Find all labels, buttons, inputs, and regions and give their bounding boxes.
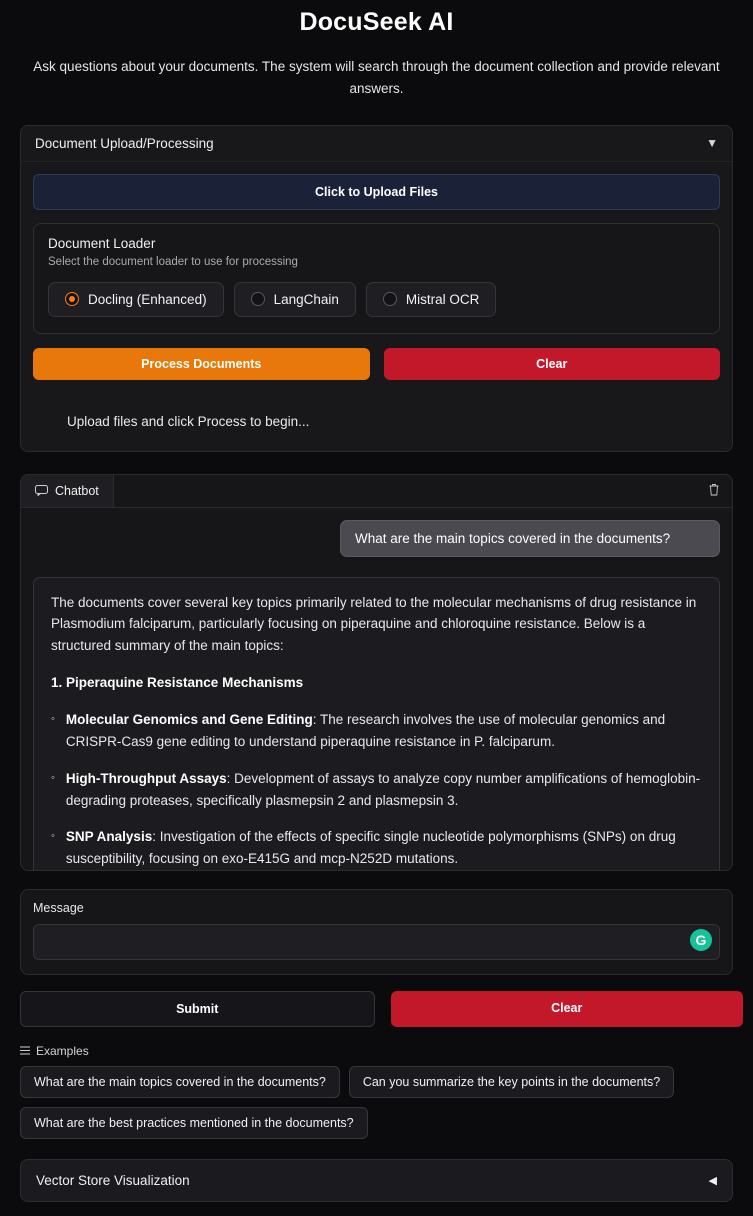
radio-icon-docling[interactable] [65,292,79,306]
vector-store-visualization-title: Vector Store Visualization [36,1172,190,1188]
document-loader-options [48,282,705,317]
bullet-term-3: SNP Analysis [65,829,153,845]
clear-chat-button[interactable]: Clear [391,991,744,1027]
radio-option-docling[interactable] [48,282,224,317]
assistant-bullet-2 [51,768,702,812]
examples-label[interactable] [20,1044,753,1058]
page-subtitle: Ask questions about your documents. The system will search through the document collection and provide relevant answers. [33,59,720,97]
message-input[interactable] [34,925,719,959]
example-chip-1[interactable]: What are the main topics covered in the documents? [20,1066,340,1098]
chevron-left-icon[interactable]: ◀ [708,1174,717,1187]
document-upload-panel-body [21,162,732,451]
upload-status-text: Upload files and click Process to begin... [67,413,310,429]
list-icon [20,1046,30,1055]
bullet-circle-icon: ◦ [51,712,55,725]
chat-message-user: What are the main topics covered in the documents? [340,520,720,557]
clear-upload-button[interactable]: Clear [384,348,721,380]
chat-action-row [20,991,743,1027]
bullet-text-1: : The research involves the use of molecular genomics and CRISPR-Cas9 gene editing to understand piperaquine resistance in P. falciparum. [65,711,666,749]
example-chip-list [20,1066,733,1139]
process-documents-button[interactable]: Process Documents [33,348,370,380]
grammarly-icon[interactable]: G [690,929,712,951]
assistant-bullet-1 [51,709,702,753]
tab-chatbot[interactable] [21,475,114,507]
bullet-term-1: Molecular Genomics and Gene Editing [65,711,313,727]
examples-label-text: Examples [36,1043,89,1058]
clear-chat-trash-icon[interactable] [696,476,732,506]
tab-chatbot-label: Chatbot [55,483,99,498]
upload-files-button[interactable]: Click to Upload Files [33,174,720,210]
radio-icon-langchain[interactable] [251,292,265,306]
assistant-bullet-3 [51,826,702,869]
page-title: DocuSeek AI [299,8,454,36]
upload-action-row [33,348,720,380]
assistant-section-heading: 1. Piperaquine Resistance Mechanisms [51,675,304,691]
example-chip-3[interactable]: What are the best practices mentioned in the documents? [20,1107,368,1139]
document-loader-group [33,223,720,334]
chevron-down-icon[interactable]: ▼ [706,136,718,151]
bullet-circle-icon: ◦ [51,771,55,784]
radio-option-langchain[interactable] [234,282,356,317]
bullet-circle-icon: ◦ [51,830,55,843]
document-loader-title: Document Loader [48,235,156,251]
radio-label-langchain: LangChain [273,291,339,307]
chat-message-assistant [33,577,720,870]
vector-store-visualization-panel[interactable] [20,1159,733,1202]
trash-icon [708,483,720,496]
message-input-wrapper[interactable] [33,924,720,960]
chat-message-list[interactable] [21,508,732,870]
document-upload-panel [20,125,733,452]
document-loader-description: Select the document loader to use for processing [48,255,298,268]
submit-button[interactable]: Submit [20,991,375,1027]
bullet-text-3: : Investigation of the effects of specific single nucleotide polymorphisms (SNPs) on drug susceptibility, focusing on exo-E415G and mcp-N252D mutations. [65,829,676,867]
radio-label-mistral-ocr: Mistral OCR [405,291,480,307]
document-upload-panel-title: Document Upload/Processing [35,135,214,151]
bullet-text-2: : Development of assays to analyze copy number amplifications of hemoglobin-degrading proteases, specifically plasmepsin 2 and plasmepsin 3. [65,770,701,808]
chat-icon [35,485,48,496]
radio-label-docling: Docling (Enhanced) [88,291,207,307]
radio-option-mistral-ocr[interactable] [366,282,497,317]
assistant-intro-paragraph: The documents cover several key topics primarily related to the molecular mechanisms of drug resistance in Plasmodium falciparum, particularly focusing on piperaquine and chloroquine resistance. Below is a structured summary of the main topics: [51,594,697,654]
document-upload-panel-header[interactable] [21,126,732,162]
message-label: Message [33,900,84,915]
radio-icon-mistral-ocr[interactable] [383,292,397,306]
chatbot-topbar [21,475,732,508]
example-chip-2[interactable]: Can you summarize the key points in the documents? [349,1066,674,1098]
bullet-term-2: High-Throughput Assays [65,770,227,786]
chatbot-panel [20,474,733,871]
message-box [20,889,733,975]
